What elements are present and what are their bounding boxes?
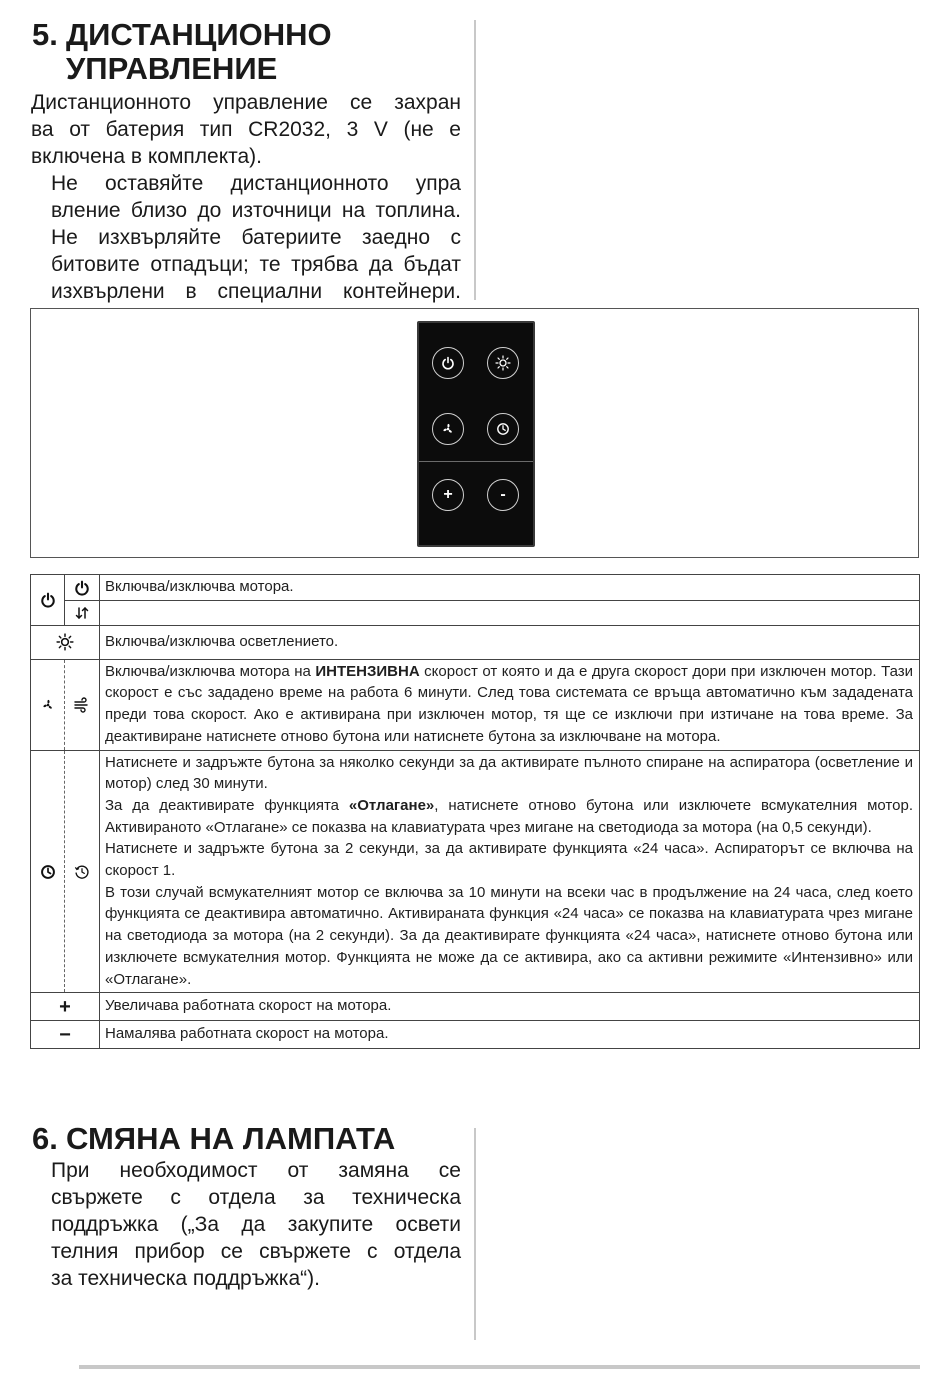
remote-functions-table — [30, 574, 920, 1049]
light-icon — [495, 355, 511, 371]
intensive-text-end: скорост от която и да е друга скорост дори при изключен мотор. Тази скорост е със зададено време на работа 6 минути. След това системата се връща автоматично към зададената преди това скорост. Ако е активирана при изключен мотор, тя ще се изключи при изтичане на това време. За деактивиране натиснете отново бутона или натиснете бутона за изключване на мотора. — [105, 662, 913, 745]
minus-icon: - — [500, 486, 506, 503]
fan-icon — [40, 697, 56, 713]
timer-description — [100, 750, 920, 993]
intensive-text-start: Включва/изключва мотора на — [105, 662, 316, 680]
timer-text-start: За да деактивирате функцията — [105, 796, 349, 814]
light-description: Включва/изключва осветлението. — [100, 625, 920, 659]
wind-icon — [73, 697, 91, 713]
warning-line: битовите отпадъци; те трябва да бъдат — [51, 253, 461, 276]
section-6-title: СМЯНА НА ЛАМПАТА — [66, 1121, 396, 1156]
section-5-intro — [31, 89, 461, 170]
section-6-line: телния прибор се свържете с отдела — [51, 1240, 461, 1263]
timer-icon — [40, 864, 56, 880]
table-row — [31, 1021, 920, 1049]
plus-icon: + — [443, 486, 453, 503]
table-row — [31, 993, 920, 1021]
table-icon-cell — [65, 600, 100, 625]
table-icon-cell — [31, 575, 65, 626]
remote-figure — [30, 308, 919, 558]
table-icon-cell — [31, 659, 65, 750]
section-6-body — [51, 1157, 461, 1292]
column-divider — [474, 20, 476, 300]
warning-line: изхвърлени в специални контейнери. — [51, 280, 461, 303]
section-6-line: поддръжка („За да закупите освети — [51, 1213, 461, 1236]
clock-24h-icon — [74, 864, 90, 880]
table-row — [31, 575, 920, 601]
section-5-heading — [32, 18, 332, 86]
table-icon-cell — [65, 575, 100, 601]
power-icon — [441, 356, 455, 370]
table-row — [31, 600, 920, 625]
power-icon — [40, 592, 56, 608]
warning-line: Не изхвърляйте батериите заедно с — [51, 226, 461, 249]
section-6-line: При необходимост от замяна се — [51, 1159, 461, 1182]
remote-minus-button[interactable] — [487, 479, 519, 511]
speed-arrows-icon — [74, 605, 90, 621]
section-5-warning — [51, 170, 461, 305]
fan-icon — [440, 421, 456, 437]
minus-icon: − — [31, 1021, 100, 1049]
remote-control — [417, 321, 535, 547]
column-divider — [474, 1128, 476, 1340]
remote-plus-button[interactable] — [432, 479, 464, 511]
timer-icon — [496, 422, 510, 436]
timer-paragraph: Натиснете и задръжте бутона за 2 секунди, за да активирате функцията «24 часа». Аспираторът се включва на скорост 1. — [105, 840, 913, 880]
intro-line: ва от батерия тип CR2032, 3 V (не е — [31, 118, 461, 141]
remote-light-button[interactable] — [487, 347, 519, 379]
light-icon — [56, 633, 74, 651]
warning-line: вление близо до източници на топлина. — [51, 199, 461, 222]
intensive-description — [100, 659, 920, 750]
empty-description — [100, 600, 920, 625]
timer-paragraph — [105, 795, 913, 838]
timer-paragraph: Натиснете и задръжте бутона за няколко секунди за да активирате пълното спиране на аспиратора (осветление и мотор) след 30 минути. — [105, 753, 913, 793]
timer-bold-term: «Отлагане» — [348, 796, 435, 814]
minus-description: Намалява работната скорост на мотора. — [100, 1021, 920, 1049]
intensive-bold-term: ИНТЕНЗИВНА — [315, 662, 420, 680]
table-row — [31, 625, 920, 659]
remote-divider-line — [419, 461, 533, 462]
table-icon-cell — [31, 625, 100, 659]
warning-line: Не оставяйте дистанционното упра — [51, 172, 461, 195]
timer-paragraph: В този случай всмукателният мотор се включва за 10 минути на всеки час в продължение на 24 часа, след което функцията се деактивира автоматично. Активираната функция «24 часа» се показва на клавиатурата чрез мигане на светодиода за мотора (на 2 секунди). За да деактивирате функцията «24 часа», натиснете отново бутона или изключете всмукателния мотор. Функцията не може да се активира, ако са активни режимите «Интензивно» или «Отлагане». — [105, 883, 913, 988]
table-icon-cell — [65, 750, 100, 993]
table-row — [31, 659, 920, 750]
table-icon-cell — [31, 750, 65, 993]
power-description: Включва/изключва мотора. — [100, 575, 920, 601]
section-6-line: свържете с отдела за техническа — [51, 1186, 461, 1209]
section-6-heading — [32, 1122, 395, 1156]
section-5-title-line1: ДИСТАНЦИОННО — [66, 17, 332, 52]
table-row — [31, 750, 920, 993]
remote-timer-button[interactable] — [487, 413, 519, 445]
remote-power-button[interactable] — [432, 347, 464, 379]
intro-line: Дистанционното управление се захран — [31, 91, 461, 114]
plus-description: Увеличава работната скорост на мотора. — [100, 993, 920, 1021]
remote-fan-button[interactable] — [432, 413, 464, 445]
section-5-title-line2: УПРАВЛЕНИЕ — [66, 51, 278, 86]
plus-icon: + — [31, 993, 100, 1021]
intro-line: включена в комплекта). — [31, 145, 262, 168]
timer-text-end: , натиснете отново бутона или изключете всмукателния мотор. Активираното «Отлагане» се показва на клавиатурата чрез мигане на светодиода за мотора (на 0,5 секунди). — [105, 796, 913, 836]
section-5-number: 5. — [32, 17, 58, 52]
table-icon-cell — [65, 659, 100, 750]
power-icon — [74, 580, 90, 596]
section-6-number: 6. — [32, 1121, 58, 1156]
footer-rule — [79, 1365, 920, 1369]
section-6-line: за техническа поддръжка“). — [51, 1267, 320, 1290]
